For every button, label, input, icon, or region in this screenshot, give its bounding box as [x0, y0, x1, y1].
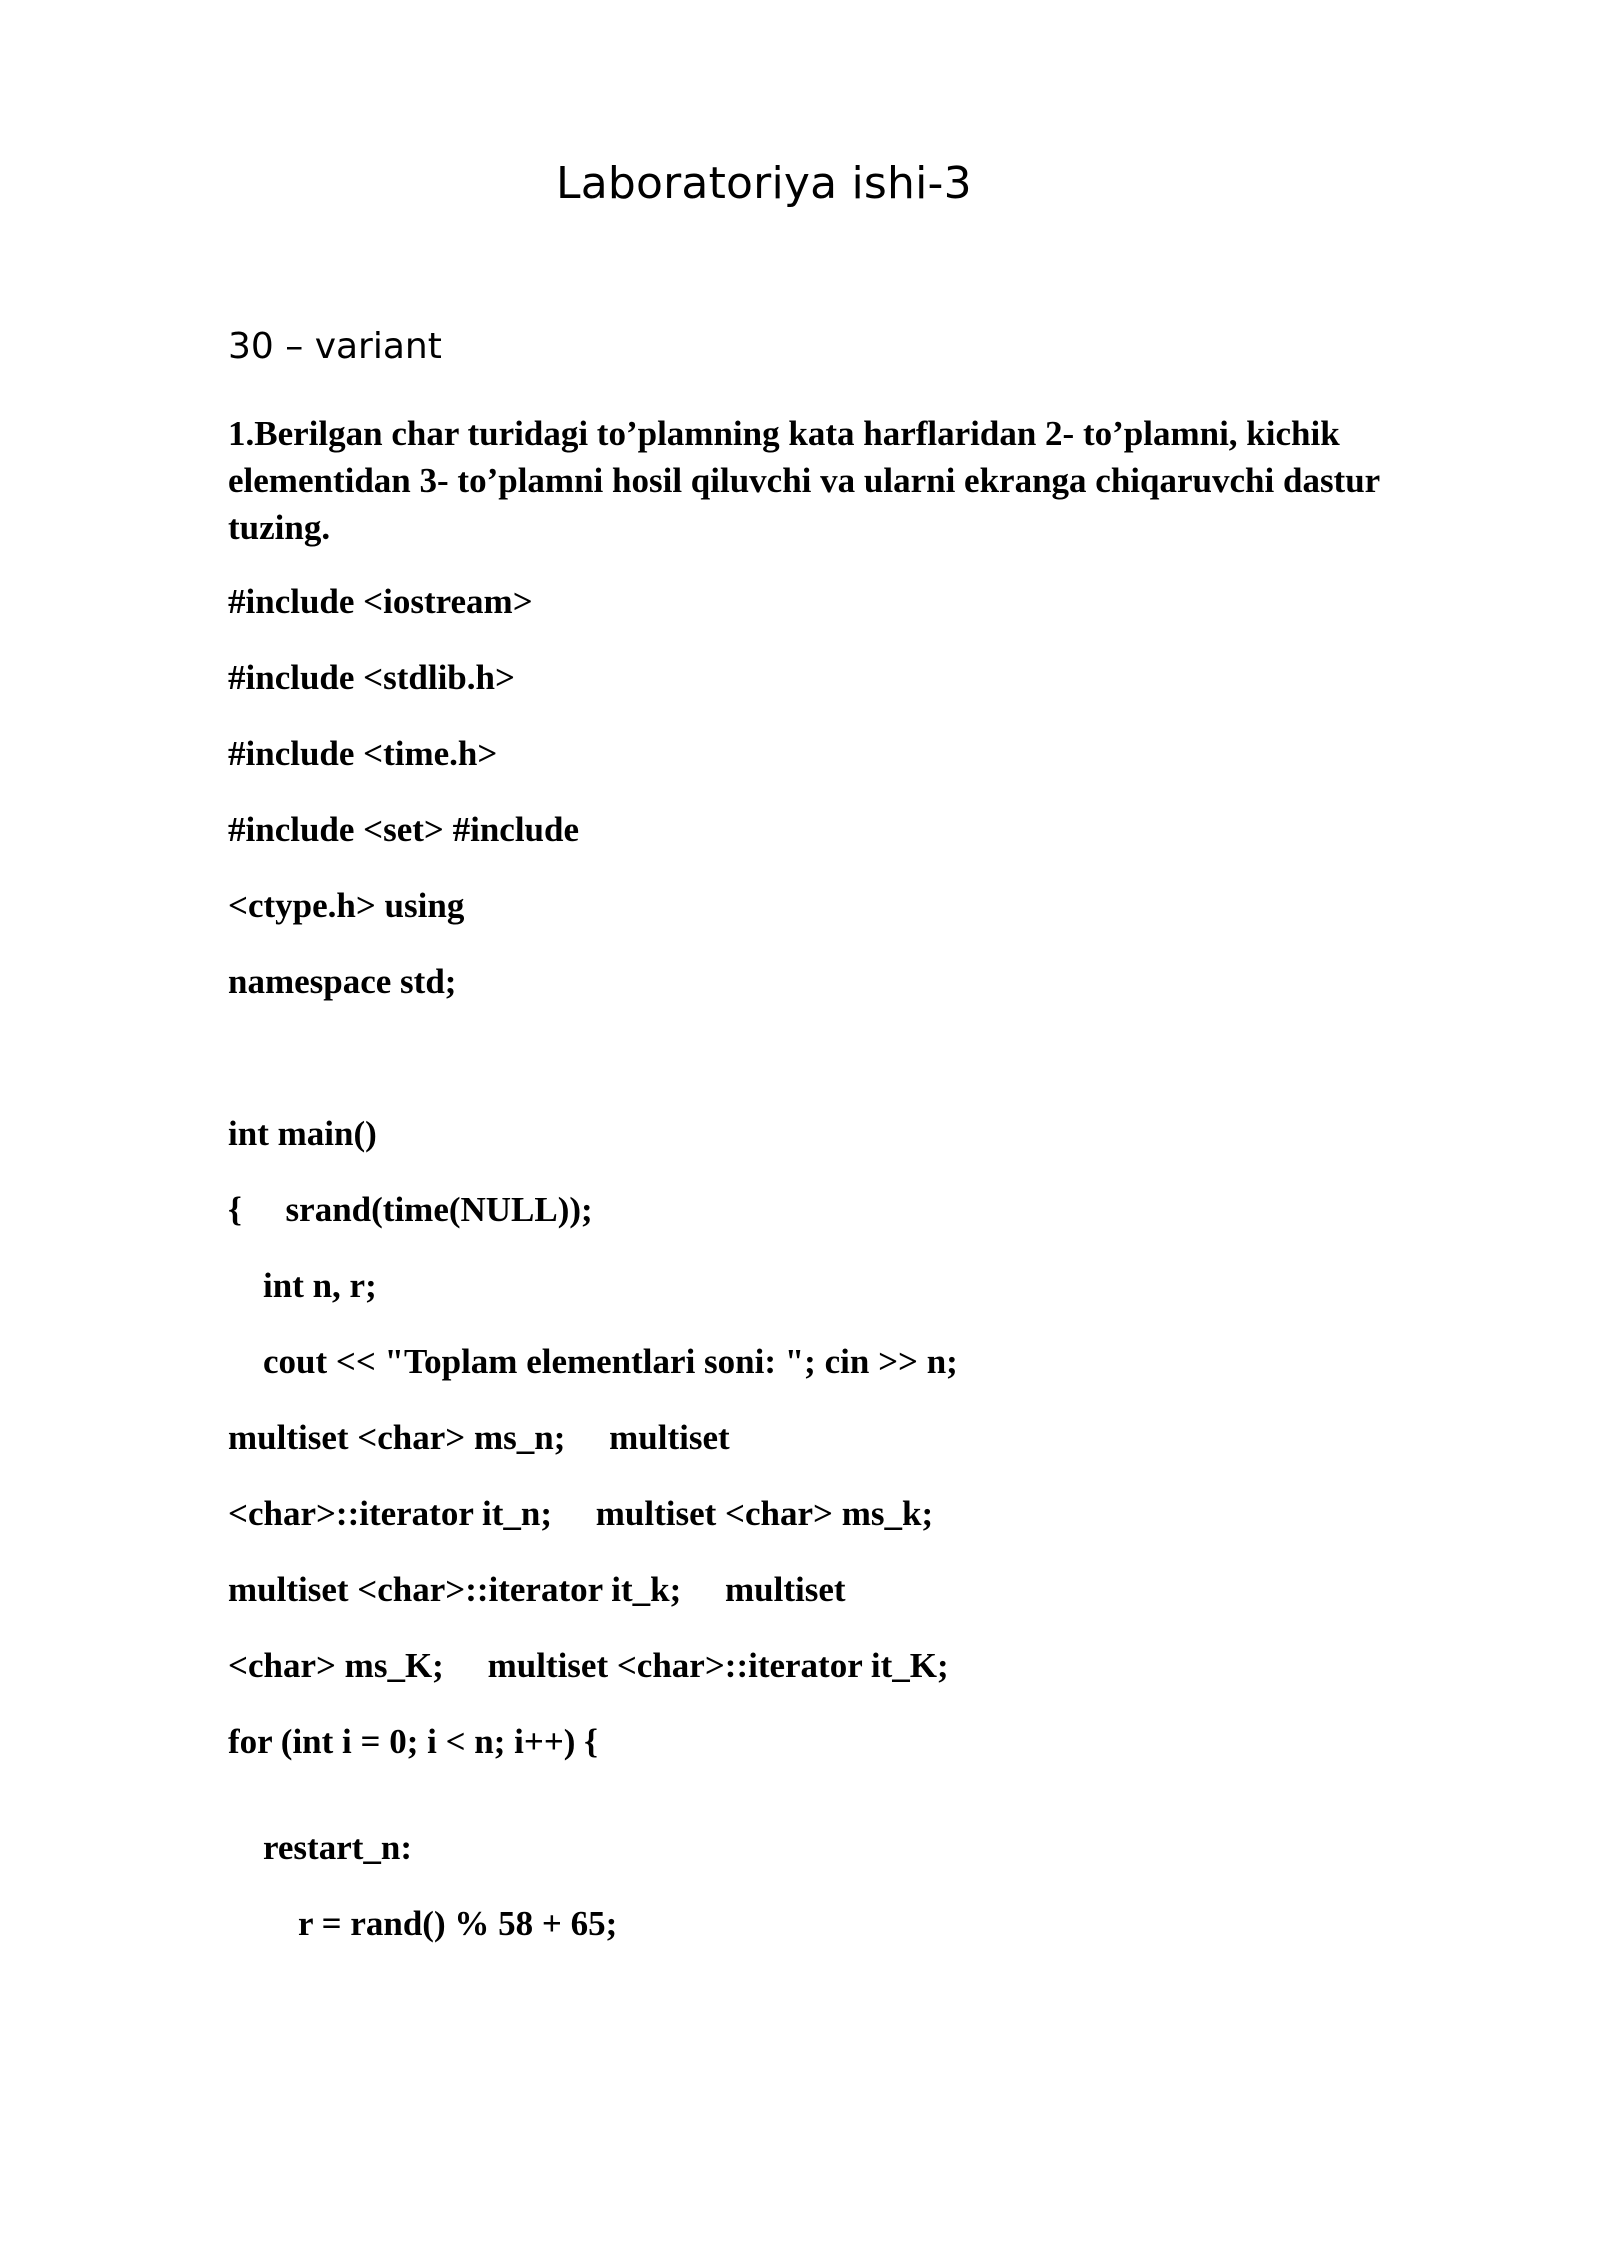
code-line: { srand(time(NULL));: [228, 1190, 593, 1229]
code-line: namespace std;: [228, 962, 457, 1001]
task-statement: 1.Berilgan char turidagi to’plamning kata harflaridan 2- to’plamni, kichik elementidan 3- to’plamni hosil qiluvchi va ularni ekranga chiqaruvchi dastur tuzing.: [228, 414, 1380, 547]
code-line: <char>::iterator it_n; multiset <char> ms_k;: [228, 1494, 934, 1533]
code-line: restart_n:: [228, 1828, 413, 1867]
code-line: r = rand() % 58 + 65;: [228, 1904, 618, 1943]
code-line: #include <iostream>: [228, 582, 533, 621]
code-line: cout << "Toplam elementlari soni: "; cin >> n;: [228, 1342, 958, 1381]
code-line: int n, r;: [228, 1266, 377, 1305]
code-line: int main(): [228, 1114, 377, 1153]
code-line: #include <stdlib.h>: [228, 658, 515, 697]
code-line: #include <set> #include: [228, 810, 580, 849]
code-line: #include <time.h>: [228, 734, 498, 773]
code-line: <char> ms_K; multiset <char>::iterator it_K;: [228, 1646, 949, 1685]
code-line: for (int i = 0; i < n; i++) {: [228, 1722, 598, 1761]
code-line: <ctype.h> using: [228, 886, 465, 925]
variant-label: 30 – variant: [228, 326, 442, 367]
document-title: Laboratoriya ishi-3: [556, 158, 972, 209]
code-line: multiset <char> ms_n; multiset: [228, 1418, 730, 1457]
code-line: multiset <char>::iterator it_k; multiset: [228, 1570, 846, 1609]
